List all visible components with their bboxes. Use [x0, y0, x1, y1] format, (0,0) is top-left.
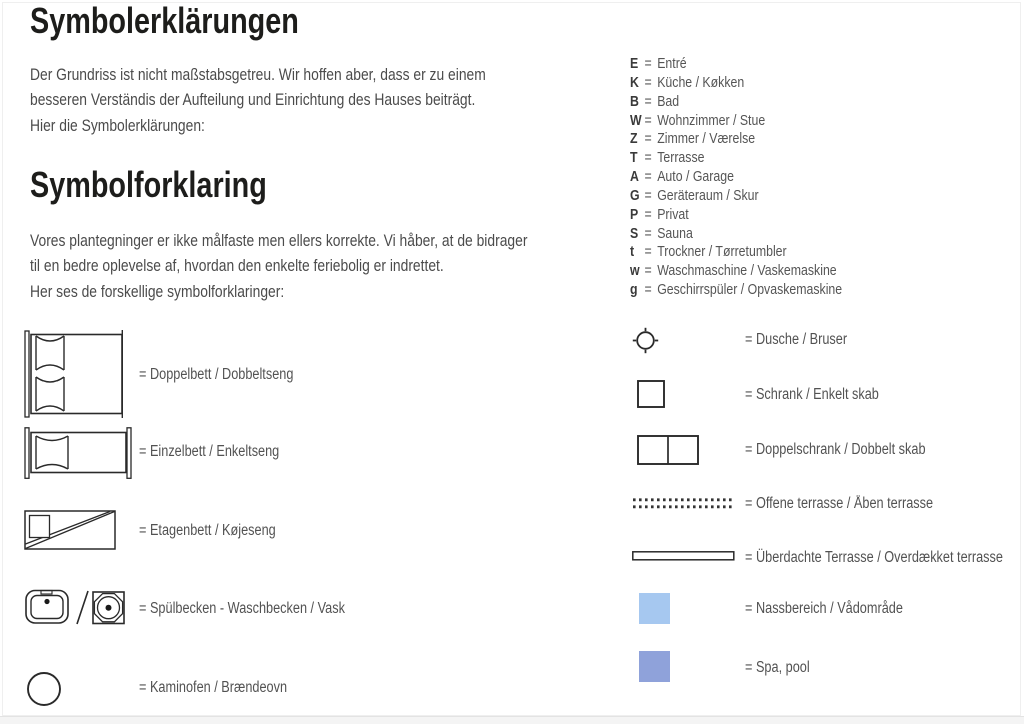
legend-row	[630, 187, 842, 206]
equals-sign: =	[644, 74, 652, 91]
legend-text: Zimmer / Værelse	[657, 131, 756, 148]
legend-text: Wohnzimmer / Stue	[657, 112, 766, 129]
legend-letter: A	[630, 169, 639, 186]
sink-washbasin-icon	[25, 589, 125, 626]
legend-letter: w	[630, 263, 640, 280]
legend-letter: T	[630, 150, 638, 167]
legend-row	[630, 168, 842, 187]
wood-stove-icon	[26, 671, 62, 707]
legend-letter: t	[630, 244, 635, 261]
legend-row	[630, 55, 842, 74]
sink-washbasin-label: = Spülbecken - Waschbecken / Vask	[139, 600, 345, 617]
shower-label: = Dusche / Bruser	[745, 331, 848, 348]
equals-sign: =	[644, 263, 652, 280]
legend-letter: E	[630, 56, 639, 72]
legend-row	[630, 281, 842, 300]
equals-sign: =	[644, 93, 652, 110]
open-terrace-label: = Offene terrasse / Åben terrasse	[745, 495, 934, 512]
legend-letter: G	[630, 187, 640, 204]
open-terrace-icon	[632, 497, 734, 510]
shower-icon	[632, 327, 659, 354]
legend-text: Geschirrspüler / Opvaskemaskine	[657, 282, 843, 299]
intro-danish-line1: Vores plantegninger er ikke målfaste men ellers korrekte. Vi håber, at de bidrager	[30, 232, 528, 250]
legend-row	[630, 225, 842, 244]
legend-row	[630, 74, 842, 93]
legend-letter: P	[630, 206, 639, 223]
intro-german-line3: Hier die Symbolerklärungen:	[30, 116, 205, 135]
single-cabinet-label: = Schrank / Enkelt skab	[745, 386, 879, 403]
wet-area-swatch	[639, 593, 670, 624]
intro-text-german	[30, 63, 486, 139]
single-bed-icon	[24, 427, 132, 479]
legend-text: Waschmaschine / Vaskemaskine	[657, 263, 837, 280]
legend-text: Geräteraum / Skur	[657, 187, 759, 204]
legend-row	[630, 112, 842, 131]
equals-sign: =	[644, 169, 652, 186]
legend-text: Auto / Garage	[657, 169, 734, 186]
double-cabinet-label: = Doppelschrank / Dobbelt skab	[745, 441, 926, 458]
double-bed-icon	[24, 330, 128, 418]
equals-sign: =	[644, 244, 652, 261]
intro-danish-line3: Her ses de forskellige symbolforklaringer:	[30, 282, 285, 301]
room-abbreviation-legend	[630, 55, 842, 300]
legend-letter: Z	[630, 131, 638, 148]
legend-text: Bad	[657, 93, 680, 110]
equals-sign: =	[644, 112, 652, 129]
legend-text: Küche / Køkken	[657, 74, 745, 91]
legend-letter: W	[630, 112, 642, 129]
wood-stove-label: = Kaminofen / Brændeovn	[139, 679, 288, 696]
page-bottom-edge	[0, 716, 1024, 724]
legend-text: Trockner / Tørretumbler	[657, 244, 787, 261]
double-cabinet-icon	[637, 435, 699, 465]
legend-letter: B	[630, 93, 639, 110]
equals-sign: =	[644, 282, 652, 299]
legend-row	[630, 93, 842, 112]
legend-text: Sauna	[657, 225, 693, 242]
equals-sign: =	[644, 206, 652, 223]
bunk-bed-label: = Etagenbett / Køjeseng	[139, 522, 276, 539]
legend-text: Terrasse	[657, 150, 705, 167]
wet-area-label: = Nassbereich / Vådområde	[745, 600, 903, 617]
spa-pool-icon	[639, 651, 670, 682]
wet-area-icon	[639, 593, 670, 624]
legend-letter: g	[630, 282, 638, 299]
equals-sign: =	[644, 225, 652, 242]
equals-sign: =	[644, 56, 652, 72]
intro-danish-line2: til en bedre oplevelse af, hvordan den enkelte feriebolig er indrettet.	[30, 257, 444, 276]
equals-sign: =	[644, 187, 652, 204]
intro-text-danish	[30, 229, 527, 305]
page-title-danish: Symbolforklaring	[30, 164, 267, 205]
legend-letter: K	[630, 74, 639, 91]
covered-terrace-label: = Überdachte Terrasse / Overdækket terrasse	[745, 549, 1003, 566]
legend-row	[630, 130, 842, 149]
legend-row	[630, 206, 842, 225]
bunk-bed-icon	[24, 510, 116, 550]
page-title-german: Symbolerklärungen	[30, 0, 299, 41]
intro-german-line2: besseren Verständis der Aufteilung und Einrichtung des Hauses beiträgt.	[30, 91, 476, 110]
intro-german-line1: Der Grundriss ist nicht maßstabsgetreu. Wir hoffen aber, dass er zu einem	[30, 66, 486, 84]
legend-text: Entré	[657, 56, 687, 72]
single-cabinet-icon	[637, 380, 665, 408]
legend-row	[630, 149, 842, 168]
legend-row	[630, 262, 842, 281]
single-bed-label: = Einzelbett / Enkeltseng	[139, 443, 280, 460]
legend-letter: S	[630, 225, 639, 242]
legend-text: Privat	[657, 206, 689, 223]
spa-pool-label: = Spa, pool	[745, 659, 810, 676]
equals-sign: =	[644, 131, 652, 148]
double-bed-label: = Doppelbett / Dobbeltseng	[139, 366, 294, 383]
legend-row	[630, 243, 842, 262]
equals-sign: =	[644, 150, 652, 167]
covered-terrace-icon	[632, 551, 735, 561]
spa-pool-swatch	[639, 651, 670, 682]
